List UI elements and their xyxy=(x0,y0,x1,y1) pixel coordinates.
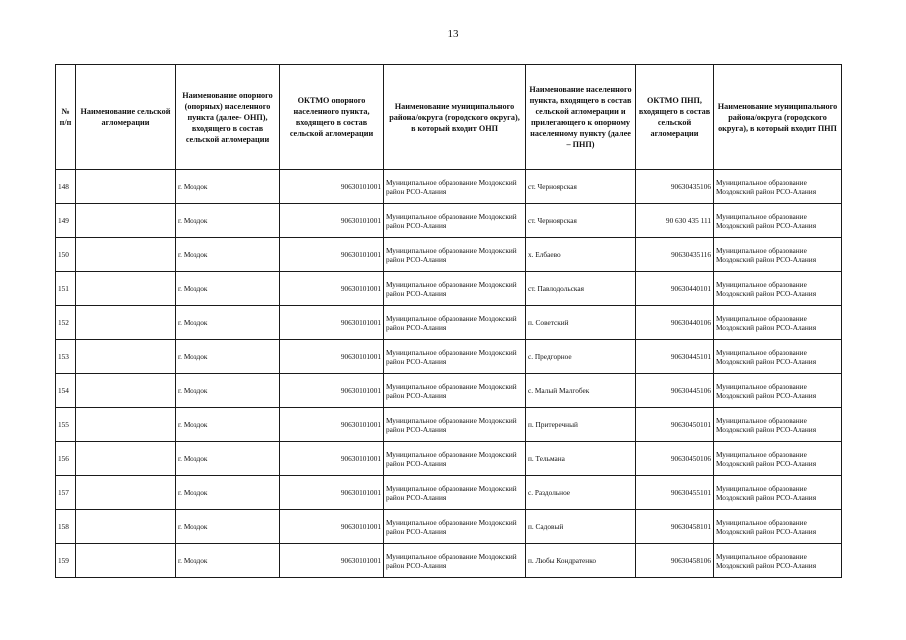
row-number: 157 xyxy=(56,476,76,510)
table-row xyxy=(56,544,842,578)
onp-name: г. Моздок xyxy=(176,442,280,476)
onp-name: г. Моздок xyxy=(176,170,280,204)
onp-name: г. Моздок xyxy=(176,340,280,374)
oktmo-pnp: 90630440106 xyxy=(636,306,714,340)
pnp-name: ст. Павлодольская xyxy=(526,272,636,306)
table-row xyxy=(56,476,842,510)
onp-name: г. Моздок xyxy=(176,374,280,408)
header-row xyxy=(56,65,842,170)
municipality-onp: Муниципальное образование Моздокский район РСО-Алания xyxy=(384,238,526,272)
municipality-pnp: Муниципальное образование Моздокский район РСО-Алания xyxy=(714,204,842,238)
agglomeration-name xyxy=(76,340,176,374)
onp-name: г. Моздок xyxy=(176,238,280,272)
agglomeration-name xyxy=(76,374,176,408)
oktmo-onp: 90630101001 xyxy=(280,476,384,510)
row-number: 154 xyxy=(56,374,76,408)
pnp-name: ст. Черноярская xyxy=(526,204,636,238)
onp-name: г. Моздок xyxy=(176,544,280,578)
agglomeration-name xyxy=(76,204,176,238)
header-pnp: Наименование населенного пункта, входящего в состав сельской агломерации и прилегающего к опорному населенному пункту (далее – ПНП) xyxy=(526,65,636,170)
pnp-name: п. Любы Кондратенко xyxy=(526,544,636,578)
municipality-onp: Муниципальное образование Моздокский район РСО-Алания xyxy=(384,306,526,340)
municipality-pnp: Муниципальное образование Моздокский район РСО-Алания xyxy=(714,408,842,442)
oktmo-pnp: 90630445101 xyxy=(636,340,714,374)
oktmo-pnp: 90630435116 xyxy=(636,238,714,272)
row-number: 153 xyxy=(56,340,76,374)
header-onp: Наименование опорного (опорных) населенного пункта (далее- ОНП), входящего в состав сельской агломерации xyxy=(176,65,280,170)
row-number: 148 xyxy=(56,170,76,204)
header-num: № п/п xyxy=(56,65,76,170)
oktmo-onp: 90630101001 xyxy=(280,442,384,476)
municipality-onp: Муниципальное образование Моздокский район РСО-Алания xyxy=(384,408,526,442)
oktmo-onp: 90630101001 xyxy=(280,170,384,204)
municipality-onp: Муниципальное образование Моздокский район РСО-Алания xyxy=(384,204,526,238)
table-row xyxy=(56,238,842,272)
row-number: 150 xyxy=(56,238,76,272)
oktmo-onp: 90630101001 xyxy=(280,306,384,340)
row-number: 151 xyxy=(56,272,76,306)
header-municipality-onp: Наименование муниципального района/округа (городского округа), в который входит ОНП xyxy=(384,65,526,170)
municipality-onp: Муниципальное образование Моздокский район РСО-Алания xyxy=(384,442,526,476)
oktmo-pnp: 90 630 435 111 xyxy=(636,204,714,238)
oktmo-pnp: 90630440101 xyxy=(636,272,714,306)
table-row xyxy=(56,408,842,442)
municipality-pnp: Муниципальное образование Моздокский район РСО-Алания xyxy=(714,306,842,340)
table-row xyxy=(56,170,842,204)
onp-name: г. Моздок xyxy=(176,510,280,544)
page-number: 13 xyxy=(447,28,459,40)
agglomeration-name xyxy=(76,306,176,340)
table-row xyxy=(56,374,842,408)
table-row xyxy=(56,510,842,544)
oktmo-pnp: 90630450101 xyxy=(636,408,714,442)
onp-name: г. Моздок xyxy=(176,408,280,442)
agglomeration-name xyxy=(76,408,176,442)
municipality-pnp: Муниципальное образование Моздокский район РСО-Алания xyxy=(714,374,842,408)
agglomeration-name xyxy=(76,238,176,272)
municipality-onp: Муниципальное образование Моздокский район РСО-Алания xyxy=(384,340,526,374)
municipality-onp: Муниципальное образование Моздокский район РСО-Алания xyxy=(384,170,526,204)
table-row xyxy=(56,340,842,374)
table-row xyxy=(56,306,842,340)
onp-name: г. Моздок xyxy=(176,306,280,340)
pnp-name: с. Предгорное xyxy=(526,340,636,374)
table-row xyxy=(56,442,842,476)
municipality-onp: Муниципальное образование Моздокский район РСО-Алания xyxy=(384,510,526,544)
agglomeration-table xyxy=(55,64,842,578)
municipality-onp: Муниципальное образование Моздокский район РСО-Алания xyxy=(384,374,526,408)
municipality-pnp: Муниципальное образование Моздокский район РСО-Алания xyxy=(714,340,842,374)
oktmo-pnp: 90630450106 xyxy=(636,442,714,476)
municipality-pnp: Муниципальное образование Моздокский район РСО-Алания xyxy=(714,170,842,204)
header-oktmo-onp: ОКТМО опорного населенного пункта, входящего в состав сельской агломерации xyxy=(280,65,384,170)
pnp-name: п. Притеречный xyxy=(526,408,636,442)
onp-name: г. Моздок xyxy=(176,476,280,510)
oktmo-pnp: 90630458101 xyxy=(636,510,714,544)
agglomeration-name xyxy=(76,476,176,510)
pnp-name: п. Тельмана xyxy=(526,442,636,476)
oktmo-pnp: 90630458106 xyxy=(636,544,714,578)
oktmo-pnp: 90630445106 xyxy=(636,374,714,408)
municipality-pnp: Муниципальное образование Моздокский район РСО-Алания xyxy=(714,442,842,476)
oktmo-onp: 90630101001 xyxy=(280,238,384,272)
pnp-name: п. Советский xyxy=(526,306,636,340)
row-number: 159 xyxy=(56,544,76,578)
municipality-pnp: Муниципальное образование Моздокский район РСО-Алания xyxy=(714,510,842,544)
municipality-pnp: Муниципальное образование Моздокский район РСО-Алания xyxy=(714,272,842,306)
pnp-name: с. Раздольное xyxy=(526,476,636,510)
header-municipality-pnp: Наименование муниципального района/округа (городского округа), в который входит ПНП xyxy=(714,65,842,170)
oktmo-onp: 90630101001 xyxy=(280,272,384,306)
agglomeration-name xyxy=(76,272,176,306)
table-row xyxy=(56,204,842,238)
agglomeration-name xyxy=(76,544,176,578)
municipality-pnp: Муниципальное образование Моздокский район РСО-Алания xyxy=(714,238,842,272)
municipality-pnp: Муниципальное образование Моздокский район РСО-Алания xyxy=(714,544,842,578)
oktmo-onp: 90630101001 xyxy=(280,544,384,578)
oktmo-onp: 90630101001 xyxy=(280,510,384,544)
onp-name: г. Моздок xyxy=(176,272,280,306)
municipality-onp: Муниципальное образование Моздокский район РСО-Алания xyxy=(384,272,526,306)
row-number: 158 xyxy=(56,510,76,544)
pnp-name: х. Елбаево xyxy=(526,238,636,272)
municipality-onp: Муниципальное образование Моздокский район РСО-Алания xyxy=(384,544,526,578)
oktmo-onp: 90630101001 xyxy=(280,408,384,442)
agglomeration-name xyxy=(76,510,176,544)
pnp-name: с. Малый Малгобек xyxy=(526,374,636,408)
row-number: 155 xyxy=(56,408,76,442)
municipality-onp: Муниципальное образование Моздокский район РСО-Алания xyxy=(384,476,526,510)
oktmo-onp: 90630101001 xyxy=(280,340,384,374)
header-oktmo-pnp: ОКТМО ПНП, входящего в состав сельской агломерации xyxy=(636,65,714,170)
row-number: 156 xyxy=(56,442,76,476)
oktmo-pnp: 90630455101 xyxy=(636,476,714,510)
pnp-name: ст. Черноярская xyxy=(526,170,636,204)
oktmo-onp: 90630101001 xyxy=(280,204,384,238)
oktmo-pnp: 90630435106 xyxy=(636,170,714,204)
row-number: 149 xyxy=(56,204,76,238)
onp-name: г. Моздок xyxy=(176,204,280,238)
oktmo-onp: 90630101001 xyxy=(280,374,384,408)
agglomeration-name xyxy=(76,170,176,204)
pnp-name: п. Садовый xyxy=(526,510,636,544)
header-agglomeration: Наименование сельской агломерации xyxy=(76,65,176,170)
agglomeration-name xyxy=(76,442,176,476)
municipality-pnp: Муниципальное образование Моздокский район РСО-Алания xyxy=(714,476,842,510)
table-row xyxy=(56,272,842,306)
row-number: 152 xyxy=(56,306,76,340)
